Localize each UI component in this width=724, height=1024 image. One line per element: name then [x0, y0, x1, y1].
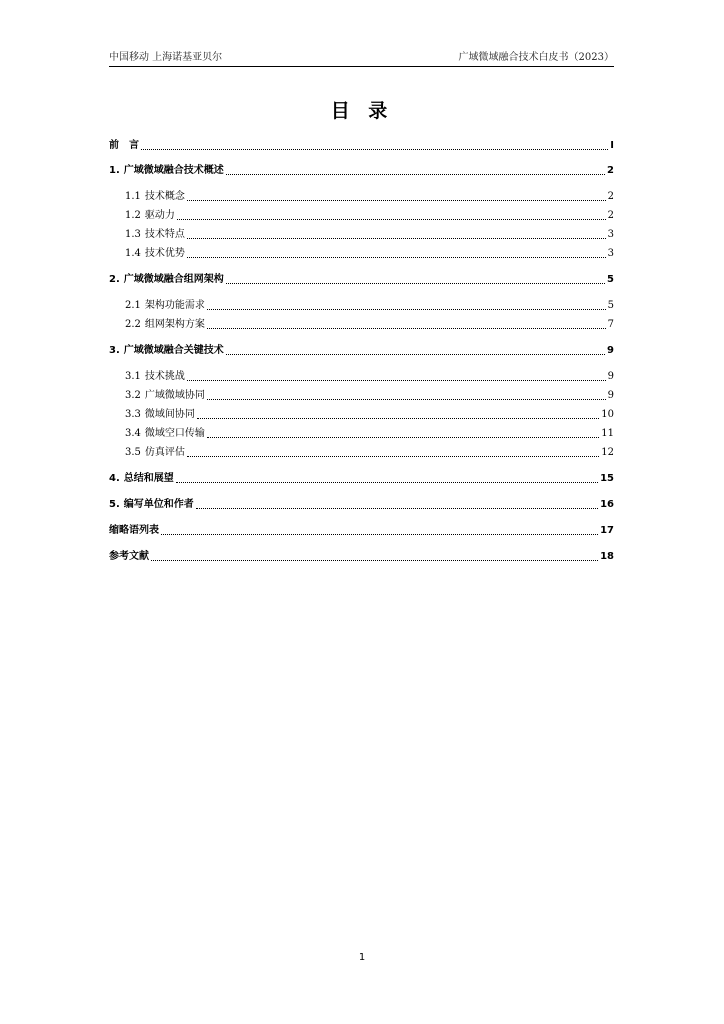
toc-entry[interactable] [109, 188, 614, 204]
toc-dot-leader [161, 534, 598, 535]
toc-entry[interactable] [109, 342, 614, 358]
toc-title: 目 录 [330, 100, 394, 122]
toc-dot-leader [226, 174, 605, 175]
toc-entry-page: 2 [607, 165, 614, 176]
toc-dot-leader [207, 437, 599, 438]
toc-entry-title: 技术概念 [144, 191, 185, 202]
toc-entry-title: 技术优势 [144, 248, 185, 259]
toc-entry-number: 3.3 [125, 409, 141, 420]
toc-entry-number: 3. [109, 345, 120, 356]
toc-entry-page: 12 [601, 447, 614, 458]
toc-entry-number: 2.1 [125, 300, 141, 311]
toc-dot-leader [176, 482, 598, 483]
toc-dot-leader [151, 560, 598, 561]
toc-entry-page: I [610, 140, 614, 151]
toc-entry-page: 17 [600, 525, 614, 536]
header-right-text: 广域微域融合技术白皮书（2023） [458, 52, 614, 63]
toc-entry-page: 2 [607, 191, 614, 202]
toc-entry-page: 9 [607, 390, 614, 401]
toc-entry-title: 广域微域融合组网架构 [123, 274, 224, 285]
toc-entry-title: 总结和展望 [123, 473, 174, 484]
toc-dot-leader [187, 456, 599, 457]
toc-dot-leader [187, 238, 606, 239]
toc-entry[interactable] [109, 207, 614, 223]
toc-entry[interactable] [109, 297, 614, 313]
toc-entry-number: 4. [109, 473, 120, 484]
toc-entry[interactable] [109, 425, 614, 441]
toc-dot-leader [177, 219, 606, 220]
toc-entry-number: 1.1 [125, 191, 141, 202]
toc-dot-leader [207, 309, 606, 310]
page-number: 1 [358, 952, 366, 963]
toc-entry-number: 1.3 [125, 229, 141, 240]
toc-dot-leader [187, 380, 606, 381]
toc-entry-title: 缩略语列表 [109, 525, 159, 536]
toc-entry-title: 仿真评估 [144, 447, 185, 458]
toc-entry-number: 5. [109, 499, 120, 510]
toc-entry[interactable] [109, 444, 614, 460]
toc-entry[interactable] [109, 271, 614, 287]
toc-entry-title: 微域空口传输 [144, 428, 205, 439]
toc-entry-title: 广域微域协同 [144, 390, 205, 401]
toc-entry-number: 1.4 [125, 248, 141, 259]
toc-entry-number: 3.4 [125, 428, 141, 439]
toc-dot-leader [226, 283, 605, 284]
toc-dot-leader [197, 418, 599, 419]
toc-entry-page: 9 [607, 371, 614, 382]
toc-entry-page: 3 [607, 229, 614, 240]
toc-entry[interactable] [109, 387, 614, 403]
toc-dot-leader [187, 257, 606, 258]
page-header [109, 52, 614, 67]
toc-entry[interactable] [109, 137, 614, 153]
toc-dot-leader [226, 354, 605, 355]
toc-entry[interactable] [109, 470, 614, 486]
toc-entry-number: 2. [109, 274, 120, 285]
toc-entry-number: 3.1 [125, 371, 141, 382]
toc-entry-page: 11 [601, 428, 614, 439]
toc-entry-number: 2.2 [125, 319, 141, 330]
toc-dot-leader [196, 508, 598, 509]
toc-entry-title: 架构功能需求 [144, 300, 205, 311]
toc-entry-page: 3 [607, 248, 614, 259]
toc-entry-title: 参考文献 [109, 551, 149, 562]
toc-entry-title: 编写单位和作者 [123, 499, 194, 510]
toc-entry-page: 10 [601, 409, 614, 420]
toc-entry-title: 组网架构方案 [144, 319, 205, 330]
toc-entry-title: 广域微域融合技术概述 [123, 165, 224, 176]
toc-entry-title: 技术特点 [144, 229, 185, 240]
toc-entry-page: 5 [607, 274, 614, 285]
toc-entry[interactable] [109, 245, 614, 261]
toc-entry[interactable] [109, 316, 614, 332]
toc-entry-title: 广域微域融合关键技术 [123, 345, 224, 356]
toc-entry[interactable] [109, 162, 614, 178]
toc-entry-number: 3.5 [125, 447, 141, 458]
toc-entry-title: 驱动力 [144, 210, 175, 221]
toc-dot-leader [141, 149, 608, 150]
toc-entry-page: 7 [607, 319, 614, 330]
toc-entry-title: 技术挑战 [144, 371, 185, 382]
toc-entry-page: 18 [600, 551, 614, 562]
toc-entry-number: 1. [109, 165, 120, 176]
toc-entry-title: 微域间协同 [144, 409, 195, 420]
toc-entry[interactable] [109, 496, 614, 512]
header-left-text: 中国移动 上海诺基亚贝尔 [109, 52, 223, 63]
toc-entry-page: 15 [600, 473, 614, 484]
toc-dot-leader [207, 328, 606, 329]
toc-entry[interactable] [109, 406, 614, 422]
toc-entry-page: 16 [600, 499, 614, 510]
toc-entry[interactable] [109, 548, 614, 564]
toc-entry-title: 前 言 [109, 140, 139, 151]
toc-entry-page: 2 [607, 210, 614, 221]
toc-entry-number: 1.2 [125, 210, 141, 221]
toc-dot-leader [187, 200, 606, 201]
toc-dot-leader [207, 399, 606, 400]
toc-entry-page: 9 [607, 345, 614, 356]
toc-entry[interactable] [109, 226, 614, 242]
toc-entry-number: 3.2 [125, 390, 141, 401]
toc-entry[interactable] [109, 368, 614, 384]
toc-entry-page: 5 [607, 300, 614, 311]
toc-entry[interactable] [109, 522, 614, 538]
